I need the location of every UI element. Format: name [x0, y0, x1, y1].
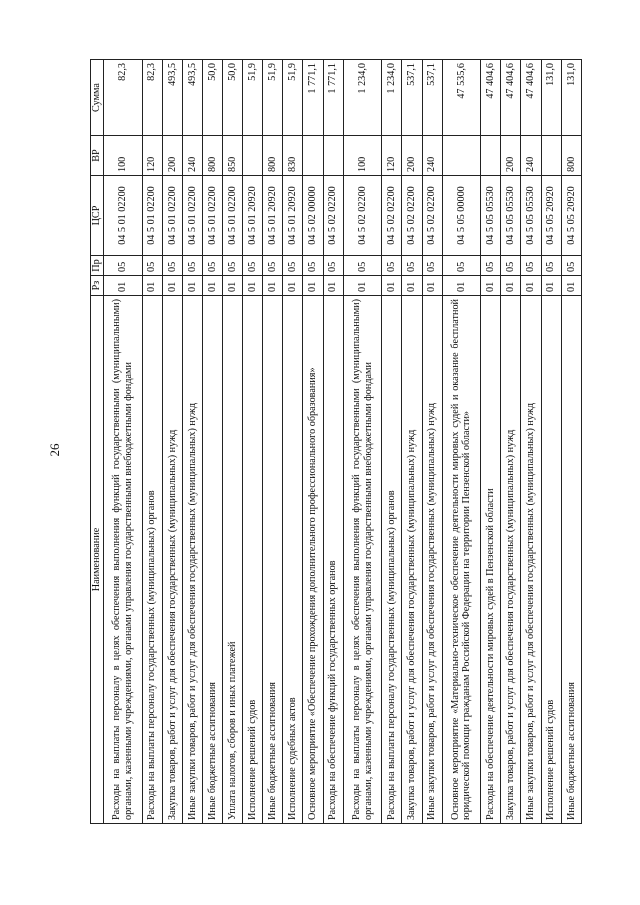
cell-rz: 01: [303, 276, 323, 296]
cell-sum: 47 404,6: [521, 60, 541, 136]
cell-pr: 05: [223, 256, 243, 276]
cell-sum: 47 404,6: [501, 60, 521, 136]
cell-vr: 800: [263, 136, 283, 176]
table-row: [142, 60, 162, 824]
cell-pr: 05: [501, 256, 521, 276]
cell-name: Иные бюджетные ассигнования: [263, 296, 283, 824]
cell-rz: 01: [343, 276, 382, 296]
cell-name: Иные бюджетные ассигнования: [561, 296, 581, 824]
cell-sum: 47 535,6: [442, 60, 481, 136]
cell-rz: 01: [402, 276, 422, 296]
cell-sum: 51,9: [243, 60, 263, 136]
cell-sum: 493,5: [182, 60, 202, 136]
cell-csr: 04 5 05 05530: [481, 176, 501, 256]
cell-rz: 01: [521, 276, 541, 296]
cell-csr: 04 5 01 02200: [162, 176, 182, 256]
header-rz: Рз: [91, 276, 104, 296]
cell-pr: 05: [323, 256, 343, 276]
cell-sum: 131,0: [561, 60, 581, 136]
cell-vr: 800: [202, 136, 222, 176]
cell-vr: [481, 136, 501, 176]
table-row: [521, 60, 541, 824]
cell-csr: 04 5 05 05530: [501, 176, 521, 256]
cell-csr: 04 5 01 02200: [104, 176, 143, 256]
cell-sum: 47 404,6: [481, 60, 501, 136]
cell-pr: 05: [442, 256, 481, 276]
cell-vr: 240: [182, 136, 202, 176]
cell-name: Закупка товаров, работ и услуг для обеспечения государственных (муниципальных) нужд: [402, 296, 422, 824]
cell-csr: 04 5 05 20920: [541, 176, 561, 256]
table-row: [501, 60, 521, 824]
cell-vr: 800: [561, 136, 581, 176]
cell-rz: 01: [243, 276, 263, 296]
cell-vr: 100: [343, 136, 382, 176]
rotated-table-container: [90, 60, 582, 824]
cell-rz: 01: [223, 276, 243, 296]
cell-pr: 05: [202, 256, 222, 276]
header-csr: ЦСР: [91, 176, 104, 256]
cell-name: Исполнение судебных актов: [283, 296, 303, 824]
cell-sum: 82,3: [142, 60, 162, 136]
cell-name: Основное мероприятие «Материально-техническое обеспечение деятельности мировых судей и оказание бесплатной юридической помощи гражданам Российской Федерации на территории Пензенской области»: [442, 296, 481, 824]
cell-pr: 05: [521, 256, 541, 276]
cell-sum: 1 771,1: [323, 60, 343, 136]
cell-pr: 05: [243, 256, 263, 276]
cell-name: Иные закупки товаров, работ и услуг для обеспечения государственных (муниципальных) нужд: [521, 296, 541, 824]
cell-name: Иные бюджетные ассигнования: [202, 296, 222, 824]
header-vr: ВР: [91, 136, 104, 176]
cell-rz: 01: [323, 276, 343, 296]
table-row: [162, 60, 182, 824]
cell-vr: 100: [104, 136, 143, 176]
cell-pr: 05: [402, 256, 422, 276]
cell-csr: 04 5 02 02200: [422, 176, 442, 256]
cell-rz: 01: [202, 276, 222, 296]
table-row: [323, 60, 343, 824]
cell-vr: 120: [382, 136, 402, 176]
cell-rz: 01: [481, 276, 501, 296]
cell-vr: 200: [162, 136, 182, 176]
cell-rz: 01: [561, 276, 581, 296]
cell-pr: 05: [104, 256, 143, 276]
cell-rz: 01: [104, 276, 143, 296]
cell-sum: 51,9: [263, 60, 283, 136]
cell-pr: 05: [303, 256, 323, 276]
cell-rz: 01: [442, 276, 481, 296]
cell-rz: 01: [501, 276, 521, 296]
cell-name: Исполнение решений судов: [541, 296, 561, 824]
cell-vr: [442, 136, 481, 176]
cell-rz: 01: [263, 276, 283, 296]
table-row: [202, 60, 222, 824]
cell-csr: 04 5 01 20920: [243, 176, 263, 256]
page-number: 26: [47, 443, 62, 457]
cell-name: Основное мероприятие «Обеспечение прохождения дополнительного профессионального образования»: [303, 296, 323, 824]
cell-pr: 05: [561, 256, 581, 276]
cell-name: Расходы на выплаты персоналу государственных (муниципальных) органов: [382, 296, 402, 824]
cell-csr: 04 5 02 02200: [343, 176, 382, 256]
table-row: [343, 60, 382, 824]
cell-vr: 850: [223, 136, 243, 176]
cell-pr: 05: [162, 256, 182, 276]
table-row: [481, 60, 501, 824]
cell-vr: 200: [501, 136, 521, 176]
cell-vr: [243, 136, 263, 176]
cell-csr: 04 5 01 02200: [223, 176, 243, 256]
table-header-row: [91, 60, 104, 824]
table-row: [263, 60, 283, 824]
cell-pr: 05: [142, 256, 162, 276]
cell-csr: 04 5 02 02200: [323, 176, 343, 256]
cell-name: Расходы на обеспечение деятельности мировых судей в Пензенской области: [481, 296, 501, 824]
table-row: [402, 60, 422, 824]
cell-sum: 50,0: [223, 60, 243, 136]
cell-pr: 05: [343, 256, 382, 276]
cell-name: Закупка товаров, работ и услуг для обеспечения государственных (муниципальных) нужд: [162, 296, 182, 824]
cell-pr: 05: [481, 256, 501, 276]
cell-csr: 04 5 02 00000: [303, 176, 323, 256]
cell-vr: [303, 136, 323, 176]
cell-name: Расходы на обеспечение функций государственных органов: [323, 296, 343, 824]
cell-name: Иные закупки товаров, работ и услуг для обеспечения государственных (муниципальных) нужд: [182, 296, 202, 824]
cell-pr: 05: [283, 256, 303, 276]
cell-rz: 01: [382, 276, 402, 296]
cell-pr: 05: [541, 256, 561, 276]
table-row: [541, 60, 561, 824]
cell-rz: 01: [541, 276, 561, 296]
table-row: [223, 60, 243, 824]
table-row: [561, 60, 581, 824]
cell-pr: 05: [422, 256, 442, 276]
table-row: [182, 60, 202, 824]
table-row: [303, 60, 323, 824]
budget-table: [90, 59, 582, 824]
header-sum: Сумма: [91, 60, 104, 136]
cell-sum: 1 771,1: [303, 60, 323, 136]
cell-csr: 04 5 01 02200: [182, 176, 202, 256]
cell-sum: 51,9: [283, 60, 303, 136]
cell-pr: 05: [263, 256, 283, 276]
cell-rz: 01: [422, 276, 442, 296]
cell-vr: [541, 136, 561, 176]
cell-sum: 1 234,0: [382, 60, 402, 136]
cell-name: Расходы на выплаты персоналу в целях обеспечения выполнения функций государственными (муниципальными) органами, казенными учреждениями, органами управления государственными внебюджетными фондами: [343, 296, 382, 824]
table-row: [104, 60, 143, 824]
table-row: [283, 60, 303, 824]
cell-name: Иные закупки товаров, работ и услуг для обеспечения государственных (муниципальных) нужд: [422, 296, 442, 824]
cell-name: Исполнение решений судов: [243, 296, 263, 824]
cell-csr: 04 5 01 02200: [142, 176, 162, 256]
cell-vr: 120: [142, 136, 162, 176]
cell-rz: 01: [283, 276, 303, 296]
header-name: Наименование: [91, 296, 104, 824]
cell-csr: 04 5 01 20920: [283, 176, 303, 256]
cell-csr: 04 5 01 02200: [202, 176, 222, 256]
table-body: [104, 60, 582, 824]
table-row: [422, 60, 442, 824]
cell-name: Закупка товаров, работ и услуг для обеспечения государственных (муниципальных) нужд: [501, 296, 521, 824]
cell-sum: 131,0: [541, 60, 561, 136]
cell-pr: 05: [182, 256, 202, 276]
cell-csr: 04 5 05 00000: [442, 176, 481, 256]
cell-rz: 01: [142, 276, 162, 296]
cell-rz: 01: [182, 276, 202, 296]
cell-csr: 04 5 05 05530: [521, 176, 541, 256]
cell-sum: 1 234,0: [343, 60, 382, 136]
cell-csr: 04 5 02 02200: [402, 176, 422, 256]
cell-name: Расходы на выплаты персоналу государственных (муниципальных) органов: [142, 296, 162, 824]
table-row: [442, 60, 481, 824]
cell-sum: 537,1: [422, 60, 442, 136]
cell-vr: 830: [283, 136, 303, 176]
cell-name: Уплата налогов, сборов и иных платежей: [223, 296, 243, 824]
cell-vr: 240: [422, 136, 442, 176]
cell-pr: 05: [382, 256, 402, 276]
cell-sum: 82,3: [104, 60, 143, 136]
cell-csr: 04 5 02 02200: [382, 176, 402, 256]
cell-csr: 04 5 05 20920: [561, 176, 581, 256]
cell-sum: 493,5: [162, 60, 182, 136]
cell-rz: 01: [162, 276, 182, 296]
cell-vr: 240: [521, 136, 541, 176]
table-row: [243, 60, 263, 824]
cell-sum: 50,0: [202, 60, 222, 136]
header-pr: Пр: [91, 256, 104, 276]
table-row: [382, 60, 402, 824]
cell-csr: 04 5 01 20920: [263, 176, 283, 256]
cell-name: Расходы на выплаты персоналу в целях обеспечения выполнения функций государственными (муниципальными) органами, казенными учреждениями, органами управления государственными внебюджетными фондами: [104, 296, 143, 824]
cell-vr: [323, 136, 343, 176]
cell-sum: 537,1: [402, 60, 422, 136]
cell-vr: 200: [402, 136, 422, 176]
rotated-table-area: [90, 60, 640, 820]
